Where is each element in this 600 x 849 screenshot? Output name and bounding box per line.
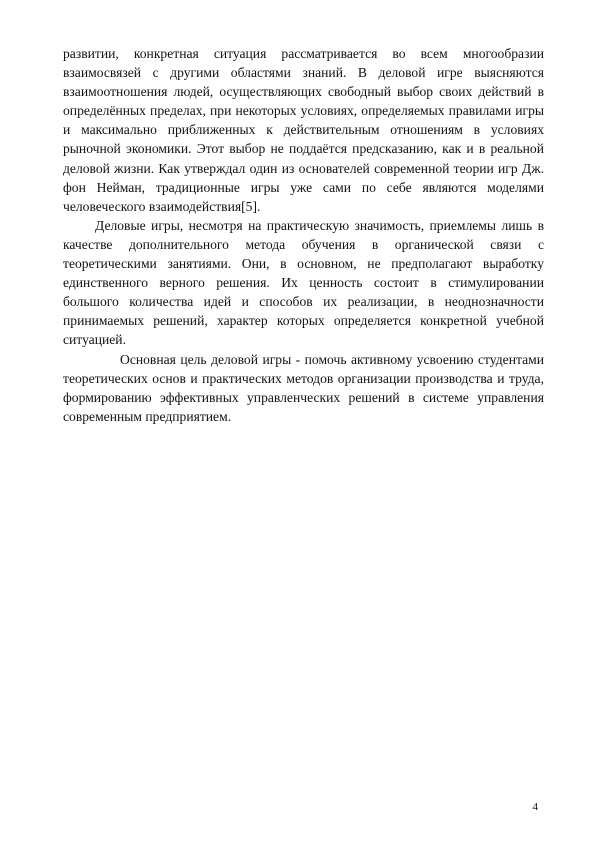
page-number: 4	[532, 801, 538, 813]
paragraph-main-goal: Основная цель деловой игры - помочь активному усвоению студентами теоретических основ и практических методов организации производства и труда, формированию эффективных управленческих решений в системе управления современным предприятием.	[63, 351, 544, 424]
paragraph-continuation: развитии, конкретная ситуация рассматривается во всем многообразии взаимосвязей с другими областями знаний. В деловой игре выясняются взаимоотношения людей, осуществляющих свободный выбор своих действий в определённых пределах, при некоторых условиях, определяемых правилами игры и максимально приближенных к действительным отношениям в условиях рыночной экономики. Этот выбор не поддаётся предсказанию, как и в реальной деловой жизни. Как утверждал один из основателей современной теории игр Дж. фон Нейман, традиционные игры уже сами по себе являются моделями человеческого взаимодействия[5].	[63, 46, 544, 214]
paragraph-business-games: Деловые игры, несмотря на практическую значимость, приемлемы лишь в качестве дополнительного метода обучения в органической связи с теоретическими занятиями. Они, в основном, не предполагают выработку единственного верного решения. Их ценность состоит в стимулировании большого количества идей и способов их реализации, в неоднозначности принимаемых решений, характер которых определяется конкретной учебной ситуацией.	[63, 217, 544, 348]
body-text	[63, 44, 544, 426]
